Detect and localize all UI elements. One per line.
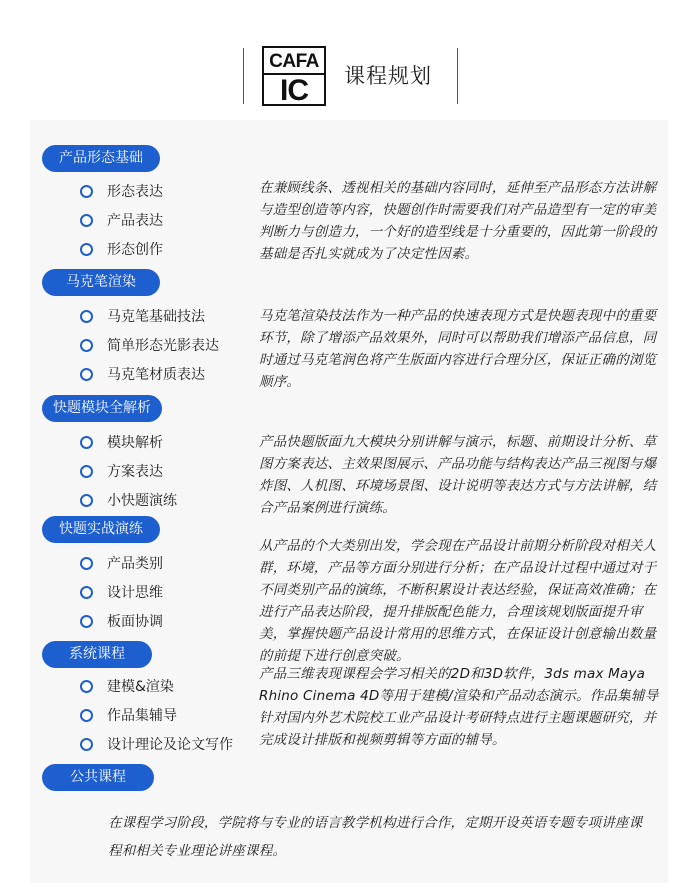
header <box>0 0 700 118</box>
bullet-ring-icon <box>80 243 93 256</box>
list-item <box>80 704 177 726</box>
list-item <box>80 238 163 260</box>
list-item <box>80 363 205 385</box>
list-item-label: 马克笔基础技法 <box>107 309 205 325</box>
list-item-label: 产品类别 <box>107 556 163 572</box>
bullet-ring-icon <box>80 368 93 381</box>
bullet-ring-icon <box>80 586 93 599</box>
list-item-label: 马克笔材质表达 <box>107 367 205 383</box>
bullet-ring-icon <box>80 494 93 507</box>
section-pill-quick-module: 快题模块全解析 <box>42 395 162 422</box>
section-description: 在课程学习阶段，学院将与专业的语言教学机构进行合作，定期开设英语专题专项讲座课程和相关专业理论讲座课程。 <box>108 815 643 859</box>
list-item <box>80 675 174 697</box>
bullet-ring-icon <box>80 615 93 628</box>
section-description: 产品快题版面九大模块分别讲解与演示，标题、前期设计分析、草图方案表达、主效果图展示、产品功能与结构表达产品三视图与爆炸图、人机图、环境场景图、设计说明等表达方式与方法讲解，结合产品案例进行演练。 <box>259 434 657 516</box>
list-item <box>80 733 233 755</box>
list-item-label: 形态表达 <box>107 184 163 200</box>
bullet-ring-icon <box>80 185 93 198</box>
list-item-label: 小快题演练 <box>107 493 177 509</box>
list-item-label: 产品表达 <box>107 213 163 229</box>
bullet-ring-icon <box>80 557 93 570</box>
list-item <box>80 334 219 356</box>
list-item <box>80 489 177 511</box>
section-description: 在兼顾线条、透视相关的基础内容同时，延伸至产品形态方法讲解与造型创造等内容，快题创作时需要我们对产品造型有一定的审美判断力与创造力，一个好的造型线是十分重要的，因此第一阶段的基础是否扎实就成为了决定性因素。 <box>259 180 657 262</box>
section-pill-quick-practice: 快题实战演练 <box>42 516 160 543</box>
section-description: 马克笔渲染技法作为一种产品的快速表现方式是快题表现中的重要环节，除了增添产品效果外，同时可以帮助我们增添产品信息，同时通过马克笔润色将产生版面内容进行合理分区，保证正确的浏览顺序。 <box>259 308 657 390</box>
list-item-label: 板面协调 <box>107 614 163 630</box>
list-item <box>80 305 205 327</box>
list-item <box>80 581 163 603</box>
divider-left <box>243 48 244 104</box>
logo-bottom-text: IC <box>280 74 308 107</box>
list-item <box>80 610 163 632</box>
list-item-label: 作品集辅导 <box>107 708 177 724</box>
bullet-ring-icon <box>80 738 93 751</box>
list-item-label: 简单形态光影表达 <box>107 338 219 354</box>
section-pill-marker-rendering: 马克笔渲染 <box>42 269 160 296</box>
divider-right <box>457 48 458 104</box>
cafa-ic-logo <box>262 46 326 106</box>
list-item <box>80 209 163 231</box>
list-item <box>80 552 163 574</box>
list-item <box>80 180 163 202</box>
section-description: 产品三维表现课程会学习相关的2D和3D软件，3ds max Maya Rhino Cinema 4D等用于建模/渲染和产品动态演示。作品集辅导针对国内外艺术院校工业产品设计考研特点进行主题课题研究，并完成设计排版和视频剪辑等方面的辅导。 <box>259 666 659 748</box>
list-item-label: 建模&渲染 <box>107 679 174 695</box>
section-pill-system-course: 系统课程 <box>42 641 152 668</box>
section-pill-product-form: 产品形态基础 <box>42 145 160 172</box>
section-pill-public-course: 公共课程 <box>42 764 154 791</box>
list-item <box>80 460 163 482</box>
section-description: 从产品的个大类别出发，学会现在产品设计前期分析阶段对相关人群，环境，产品等方面分别进行分析；在产品设计过程中通过对于不同类别产品的演练，不断积累设计表达经验，保证高效准确；在进行产品表达阶段，提升排版配色能力，合理该规划版面提升审美，掌握快题产品设计常用的思维方式，在保证设计创意输出数量的前提下进行创意突破。 <box>259 538 657 664</box>
list-item <box>80 431 163 453</box>
bullet-ring-icon <box>80 339 93 352</box>
bullet-ring-icon <box>80 680 93 693</box>
list-item-label: 模块解析 <box>107 435 163 451</box>
list-item-label: 设计理论及论文写作 <box>107 737 233 753</box>
logo-top-text: CAFA <box>264 48 324 75</box>
bullet-ring-icon <box>80 310 93 323</box>
bullet-ring-icon <box>80 214 93 227</box>
list-item-label: 方案表达 <box>107 464 163 480</box>
page-title: 课程规划 <box>344 64 432 88</box>
bullet-ring-icon <box>80 709 93 722</box>
bullet-ring-icon <box>80 436 93 449</box>
list-item-label: 设计思维 <box>107 585 163 601</box>
list-item-label: 形态创作 <box>107 242 163 258</box>
bullet-ring-icon <box>80 465 93 478</box>
